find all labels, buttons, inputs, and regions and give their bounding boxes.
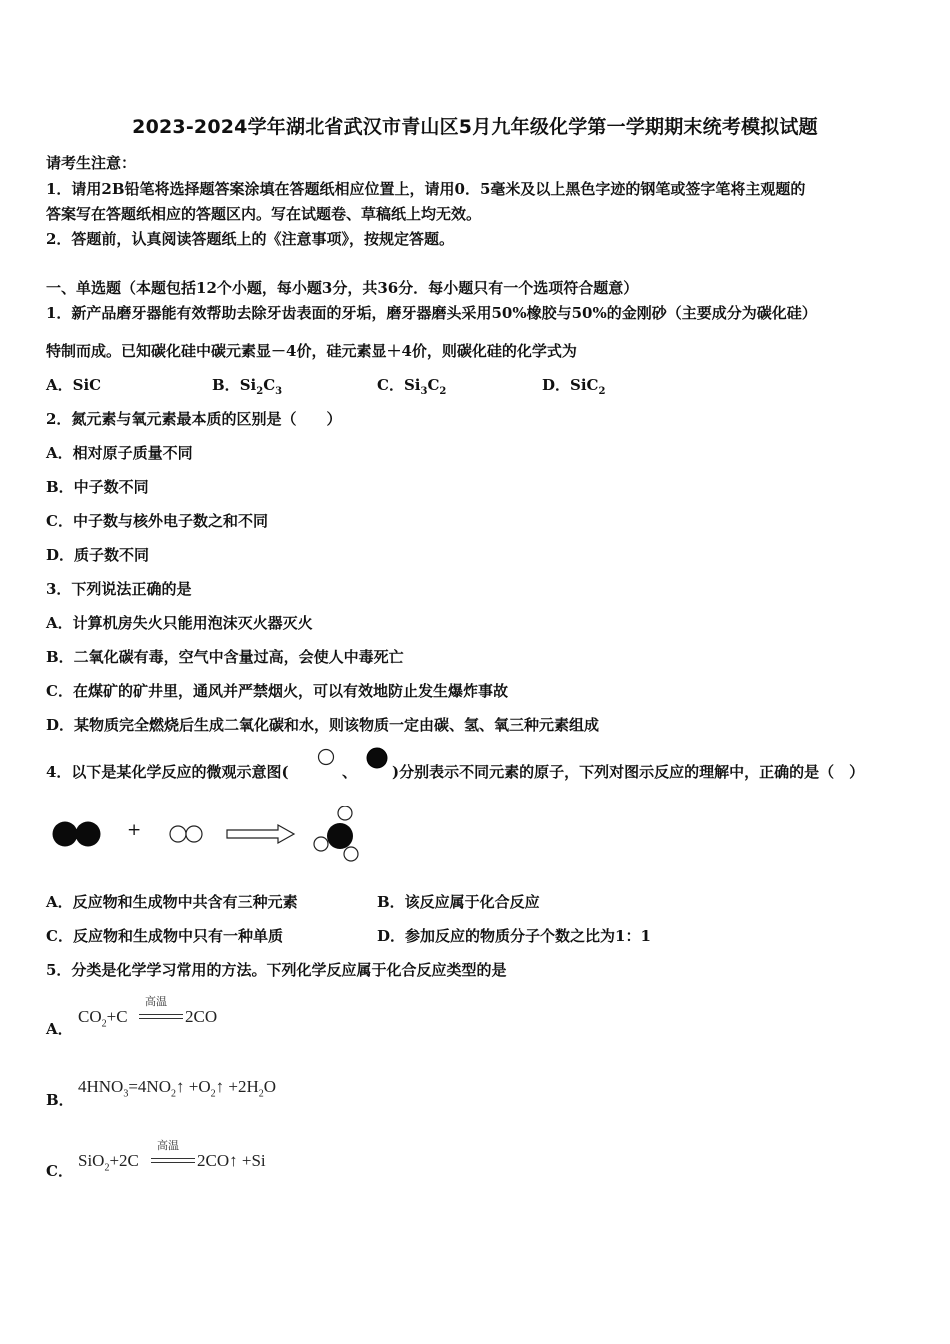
q5-option-a-rhs: 2CO — [185, 1007, 218, 1026]
formula-part: =4NO — [128, 1077, 171, 1096]
q5-option-a-condition: 高温 — [145, 995, 167, 1008]
section-heading: 一、单选题（本题包括12个小题，每小题3分，共36分．每小题只有一个选项符合题意） — [46, 279, 639, 297]
subscript: 3 — [420, 386, 428, 397]
formula-part: ↑ +2H — [215, 1077, 259, 1096]
formula-part: +2C — [109, 1151, 139, 1170]
subscript: 2 — [104, 1162, 110, 1174]
q5-option-a-label: A． — [46, 1020, 73, 1038]
element: C — [263, 376, 276, 394]
plus-sign: + — [127, 820, 142, 840]
q2-stem: 2．氮元素与氧元素最本质的区别是（ ） — [46, 410, 342, 428]
q4-option-d: D．参加反应的物质分子个数之比为1：1 — [377, 927, 651, 945]
option-label: D． — [542, 376, 571, 394]
q1-option-c — [377, 374, 446, 397]
page-title: 2023-2024学年湖北省武汉市青山区5月九年级化学第一学期期末统考模拟试题 — [132, 116, 818, 138]
subscript: 2 — [210, 1088, 216, 1100]
notice-line-1b: 答案写在答题纸相应的答题区内。写在试题卷、草稿纸上均无效。 — [46, 205, 482, 223]
subscript: 3 — [123, 1088, 129, 1100]
option-label: B． — [212, 376, 240, 394]
q3-option-a: A．计算机房失火只能用泡沫灭火器灭火 — [46, 614, 313, 632]
element: Si — [239, 376, 257, 394]
subscript: 2 — [256, 386, 264, 397]
reaction-arrow-icon — [227, 825, 294, 843]
white-atom-icon — [316, 747, 336, 767]
formula: SiC — [72, 376, 102, 394]
formula-part: +C — [106, 1007, 128, 1026]
q5-option-b-equation — [78, 1077, 276, 1099]
q3-option-d: D．某物质完全燃烧后生成二氧化碳和水，则该物质一定由碳、氢、氧三种元素组成 — [46, 716, 600, 734]
q1-option-d — [542, 374, 605, 397]
q4-option-b: B．该反应属于化合反应 — [377, 893, 540, 911]
q5-option-c-lhs — [78, 1151, 139, 1173]
q5-option-a-equals-bar — [139, 1014, 183, 1019]
subscript: 2 — [598, 386, 606, 397]
option-label: A． — [46, 376, 73, 394]
subscript: 2 — [171, 1088, 176, 1100]
subscript: 2 — [258, 1088, 264, 1100]
q4-stem-separator: 、 — [342, 763, 358, 781]
q2-option-c: C．中子数与核外电子数之和不同 — [46, 512, 268, 530]
product-molecule — [314, 806, 358, 861]
q3-option-c: C．在煤矿的矿井里，通风并严禁烟火，可以有效地防止发生爆炸事故 — [46, 682, 508, 700]
q1-stem-line-1: 1．新产品磨牙器能有效帮助去除牙齿表面的牙垢，磨牙器磨头采用50%橡胶与50%的金刚砂（主要成分为碳化硅） — [46, 304, 817, 322]
q5-stem: 5．分类是化学学习常用的方法。下列化学反应属于化合反应类型的是 — [46, 961, 507, 979]
q4-stem-part-1: 4．以下是某化学反应的微观示意图( — [46, 763, 289, 781]
q5-option-b-label: B． — [46, 1091, 74, 1109]
formula-part: O — [263, 1077, 277, 1096]
q1-option-b — [212, 374, 282, 397]
subscript: 3 — [275, 386, 283, 397]
option-label: C． — [377, 376, 404, 394]
q1-stem-line-2: 特制而成。已知碳化硅中碳元素显－4价，硅元素显＋4价，则碳化硅的化学式为 — [46, 342, 577, 360]
q4-reaction-diagram — [48, 806, 364, 864]
subscript: 2 — [439, 386, 447, 397]
black-diatomic-molecule — [53, 822, 101, 847]
q5-option-c-label: C． — [46, 1162, 73, 1180]
subscript: 2 — [101, 1018, 107, 1030]
notice-line-1a: 1．请用2B铅笔将选择题答案涂填在答题纸相应位置上，请用0．5毫米及以上黑色字迹的钢笔或签字笔将主观题的 — [46, 180, 806, 198]
formula-part: ↑ +O — [176, 1077, 211, 1096]
q2-option-b: B．中子数不同 — [46, 478, 149, 496]
element: Si — [403, 376, 421, 394]
q5-option-c-condition: 高温 — [157, 1139, 179, 1152]
q3-option-b: B．二氧化碳有毒，空气中含量过高，会使人中毒死亡 — [46, 648, 404, 666]
q4-option-c: C．反应物和生成物中只有一种单质 — [46, 927, 283, 945]
q2-option-a: A．相对原子质量不同 — [46, 444, 193, 462]
q2-option-d: D．质子数不同 — [46, 546, 150, 564]
notice-heading: 请考生注意： — [46, 154, 137, 172]
white-diatomic-molecule — [170, 826, 202, 842]
q4-option-a: A．反应物和生成物中共含有三种元素 — [46, 893, 298, 911]
formula-part: CO — [78, 1007, 102, 1026]
q5-option-c-rhs: 2CO↑ +Si — [197, 1151, 266, 1170]
element: SiC — [570, 376, 599, 394]
element: C — [427, 376, 440, 394]
q5-option-a-lhs — [78, 1007, 128, 1029]
formula-part: 4HNO — [78, 1077, 124, 1096]
formula-part: SiO — [78, 1151, 105, 1170]
q5-option-c-equals-bar — [151, 1158, 195, 1163]
notice-line-2: 2．答题前，认真阅读答题纸上的《注意事项》，按规定答题。 — [46, 230, 454, 248]
q3-stem: 3．下列说法正确的是 — [46, 580, 192, 598]
q4-stem-part-2: )分别表示不同元素的原子，下列对图示反应的理解中，正确的是（ ） — [392, 763, 865, 781]
q1-option-a — [46, 374, 101, 395]
black-atom-icon — [364, 745, 390, 771]
